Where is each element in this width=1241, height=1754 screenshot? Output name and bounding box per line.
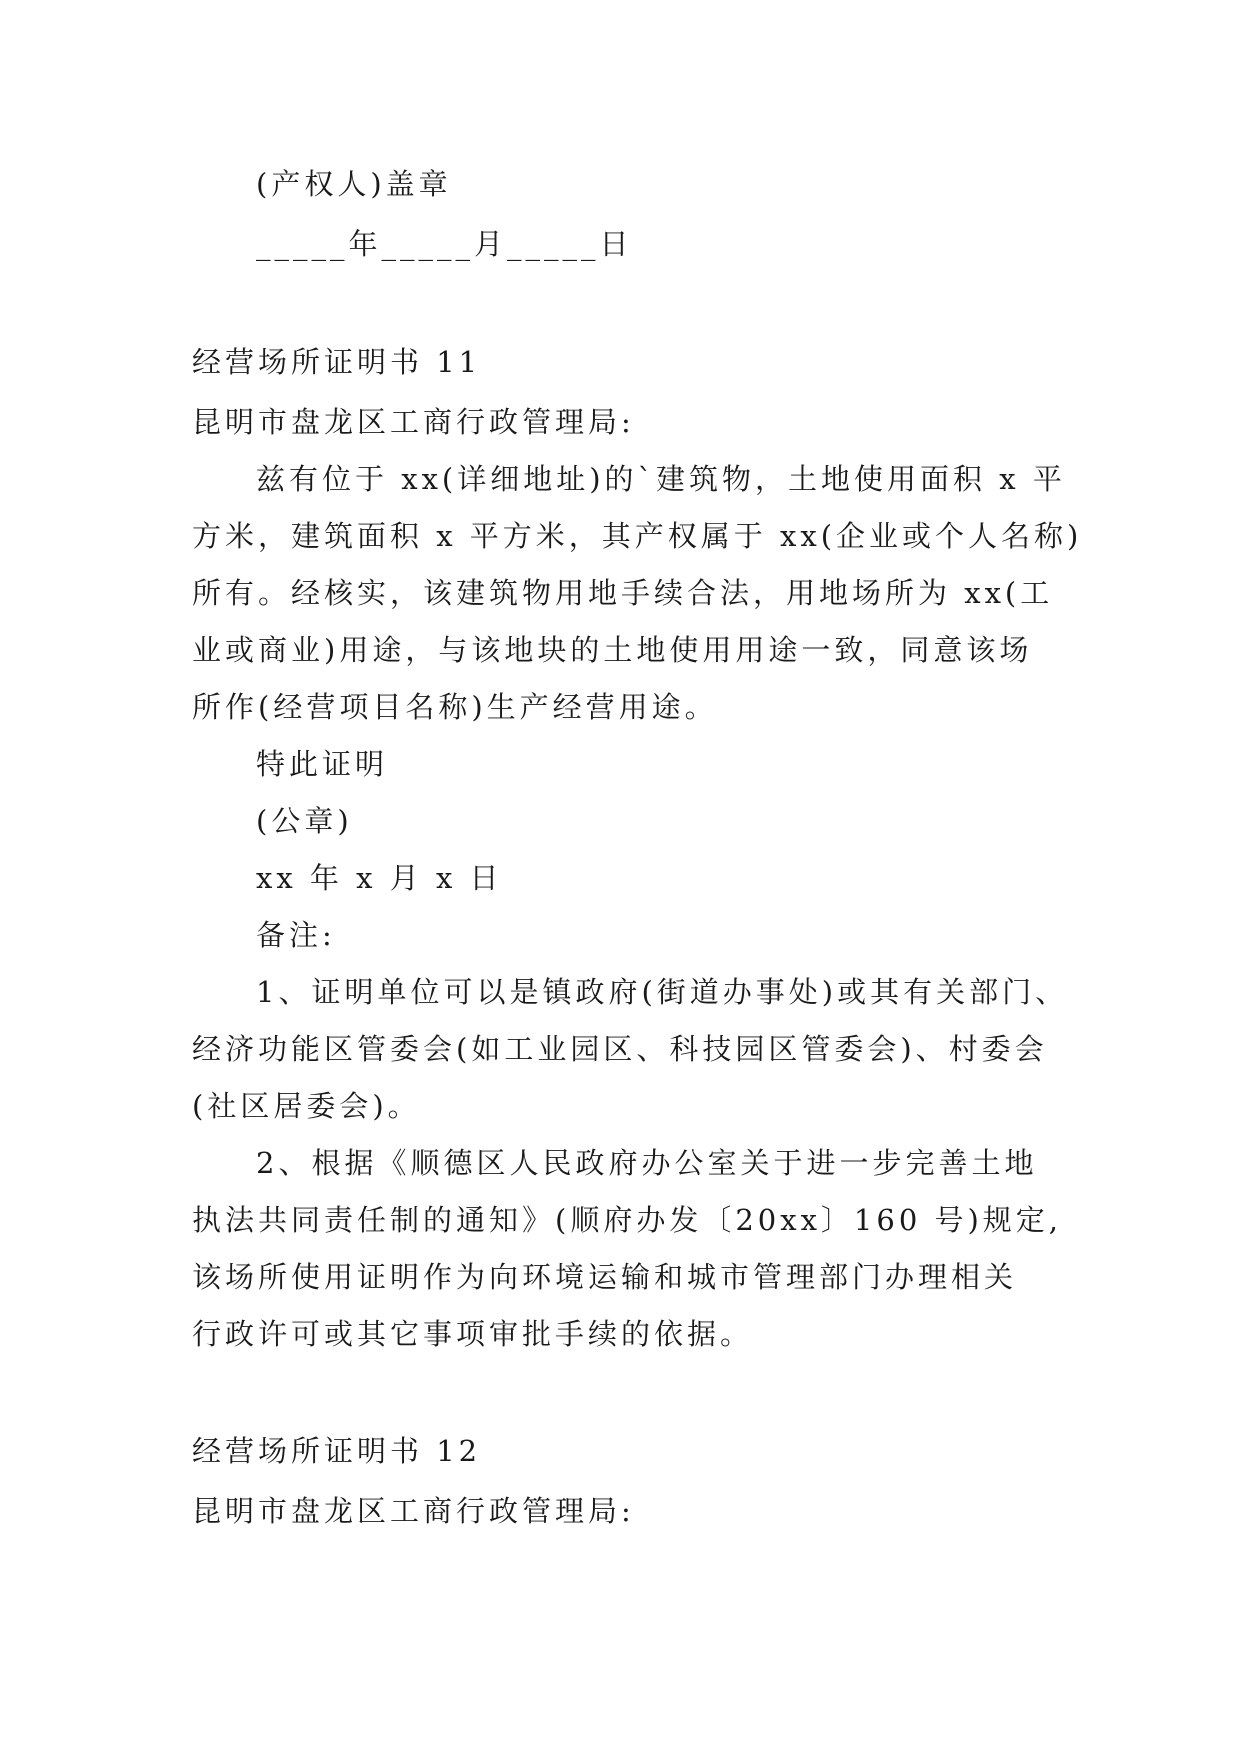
note-2-line: 该场所使用证明作为向环境运输和城市管理部门办理相关 [192, 1260, 1018, 1294]
note-label: 备注: [256, 918, 336, 952]
note-2-line: 执法共同责任制的通知》(顺府办发〔20xx〕160 号)规定, [192, 1203, 1063, 1237]
seal-text: (公章) [256, 804, 353, 838]
section-11-body-line: 业或商业)用途，与该地块的土地使用用途一致，同意该场 [192, 633, 1033, 667]
date-text: xx 年 x 月 x 日 [256, 861, 503, 895]
note-2-line: 2、根据《顺德区人民政府办公室关于进一步完善土地 [256, 1146, 1038, 1180]
section-12-addressee: 昆明市盘龙区工商行政管理局: [192, 1494, 635, 1528]
section-11-body-line: 兹有位于 xx(详细地址)的`建筑物，土地使用面积 x 平 [256, 462, 1066, 496]
note-1-line: 1、证明单位可以是镇政府(街道办事处)或其有关部门、 [256, 975, 1069, 1009]
note-2-line: 行政许可或其它事项审批手续的依据。 [192, 1317, 754, 1351]
section-11-title: 经营场所证明书 11 [192, 345, 482, 379]
section-11-addressee: 昆明市盘龙区工商行政管理局: [192, 405, 635, 439]
note-1-line: 经济功能区管委会(如工业园区、科技园区管委会)、村委会 [192, 1032, 1048, 1066]
section-11-body-line: 所作(经营项目名称)生产经营用途。 [192, 690, 718, 724]
note-1-line: (社区居委会)。 [192, 1089, 421, 1123]
section-11-body-line: 方米，建筑面积 x 平方米，其产权属于 xx(企业或个人名称) [192, 519, 1083, 553]
seal-line: (产权人)盖章 [256, 167, 452, 201]
section-11-body-line: 所有。经核实，该建筑物用地手续合法，用地场所为 xx(工 [192, 576, 1054, 610]
date-line: _____年_____月_____日 [256, 227, 633, 261]
section-12-title: 经营场所证明书 12 [192, 1434, 482, 1468]
closing-text: 特此证明 [256, 747, 389, 781]
